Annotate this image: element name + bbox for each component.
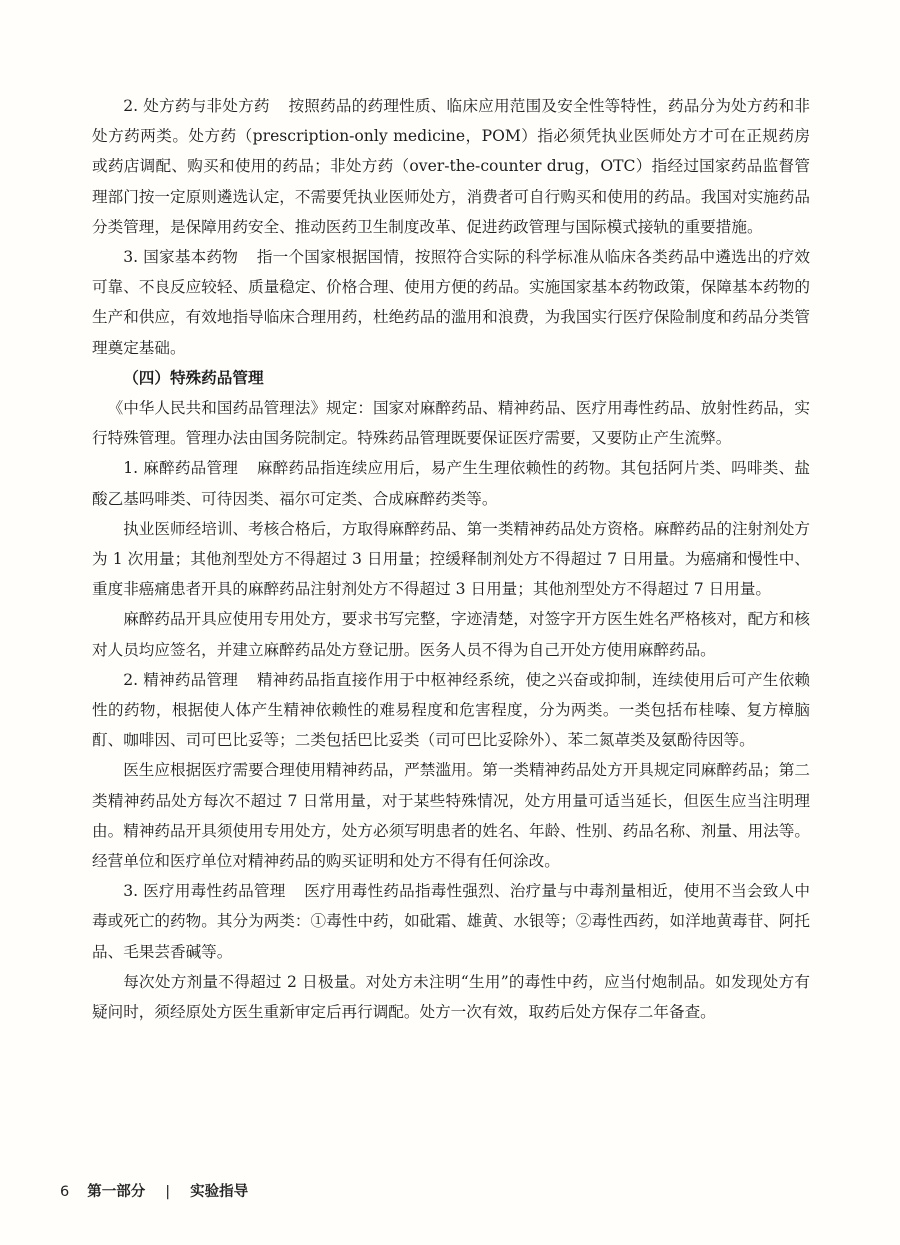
paragraph-law: 《中华人民共和国药品管理法》规定：国家对麻醉药品、精神药品、医疗用毒性药品、放射性药品，实行特殊管理。管理办法由国务院制定。特殊药品管理既要保证医疗需要，又要防止产生流弊。 (92, 399, 810, 448)
paragraph-text: 精神药品指直接作用于中枢神经系统，使之兴奋或抑制，连续使用后可产生依赖性的药物，根据使人体产生精神依赖性的难易程度和危害程度，分为两类。一类包括布桂嗪、复方樟脑酊、咖啡因、司可巴比妥等；二类包括巴比妥类（司可巴比妥除外）、苯二氮䓬类及氨酚待因等。 (92, 670, 810, 750)
footer-title: 实验指导 (190, 1184, 249, 1200)
paragraph-toxic-rules: 每次处方剂量不得超过 2 日极量。对处方未注明“生用”的毒性中药，应当付炮制品。如发现处方有疑问时，须经原处方医生重新审定后再行调配。处方一次有效，取药后处方保存二年备查。 (92, 972, 810, 1022)
paragraph-text: 麻醉药品指连续应用后，易产生生理依赖性的药物。其包括阿片类、吗啡类、盐酸乙基吗啡类、可待因类、福尔可定类、合成麻醉药类等。 (92, 459, 810, 508)
paragraph-lead: 2. 处方药与非处方药 (123, 97, 270, 115)
paragraph-otc (92, 91, 810, 242)
paragraph-text: 医疗用毒性药品指毒性强烈、治疗量与中毒剂量相近，使用不当会致人中毒或死亡的药物。其分为两类：①毒性中药，如砒霜、雄黄、水银等；②毒性西药，如洋地黄毒苷、阿托品、毛果芸香碱等。 (92, 882, 810, 961)
paragraph-lead: 1. 麻醉药品管理 (123, 459, 239, 478)
paragraph-narcotics-prescription: 麻醉药品开具应使用专用处方，要求书写完整，字迹清楚，对签字开方医生姓名严格核对，配方和核对人员均应签名，并建立麻醉药品处方登记册。医务人员不得为自己开处方使用麻醉药品。 (92, 610, 810, 659)
paragraph-text: 按照药品的药理性质、临床应用范围及安全性等特性，药品分为处方药和非处方药两类。处方药（prescription-only medicine，POM）指必须凭执业医师处方才可在正规药房或药店调配、购买和使用的药品；非处方药（over-the-counter drug，OTC）指经过国家药品监督管理部门按一定原则遴选认定，不需要凭执业医师处方，消费者可自行购买和使用的药品。我国对实施药品分类管理，是保障用药安全、推动医药卫生制度改革、促进药政管理与国际模式接轨的重要措施。 (92, 97, 810, 236)
paragraph-lead: 3. 医疗用毒性药品管理 (123, 882, 286, 901)
paragraph-toxic-drugs (92, 876, 810, 967)
paragraph-lead: 3. 国家基本药物 (123, 248, 239, 267)
paragraph-text: 指一个国家根据国情，按照符合实际的科学标准从临床各类药品中遴选出的疗效可靠、不良反应较轻、质量稳定、价格合理、使用方便的药品。实施国家基本药物政策，保障基本药物的生产和供应，有效地指导临床合理用药，杜绝药品的滥用和浪费，为我国实行医疗保险制度和药品分类管理奠定基础。 (92, 248, 810, 357)
page-number: 6 (60, 1184, 70, 1200)
paragraph-psychotropics-rules: 医生应根据医疗需要合理使用精神药品，严禁滥用。第一类精神药品处方开具规定同麻醉药品；第二类精神药品处方每次不超过 7 日常用量，对于某些特殊情况，处方用量可适当延长，但医生应当注明理由。精神药品开具须使用专用处方，处方必须写明患者的姓名、年龄、性别、药品名称、剂量、用法等。经营单位和医疗单位对精神药品的购买证明和处方不得有任何涂改。 (92, 761, 810, 871)
paragraph-narcotics (92, 453, 810, 513)
paragraph-lead: 2. 精神药品管理 (123, 670, 239, 689)
paragraph-narcotics-rules: 执业医师经培训、考核合格后，方取得麻醉药品、第一类精神药品处方资格。麻醉药品的注射剂处方为 1 次用量；其他剂型处方不得超过 3 日用量；控缓释制剂处方不得超过 7 日用量。为癌痛和慢性中、重度非癌痛患者开具的麻醉药品注射剂处方不得超过 3 日用量；其他剂型处方不得超过 7 日用量。 (92, 519, 810, 599)
footer-part: 第一部分 (87, 1184, 146, 1200)
paragraph-psychotropics (92, 665, 810, 756)
footer-separator: | (165, 1184, 171, 1200)
paragraph-essential-drugs (92, 242, 810, 363)
body-text (92, 91, 810, 1027)
page-footer (60, 1180, 248, 1201)
section-heading: （四）特殊药品管理 (123, 368, 264, 387)
